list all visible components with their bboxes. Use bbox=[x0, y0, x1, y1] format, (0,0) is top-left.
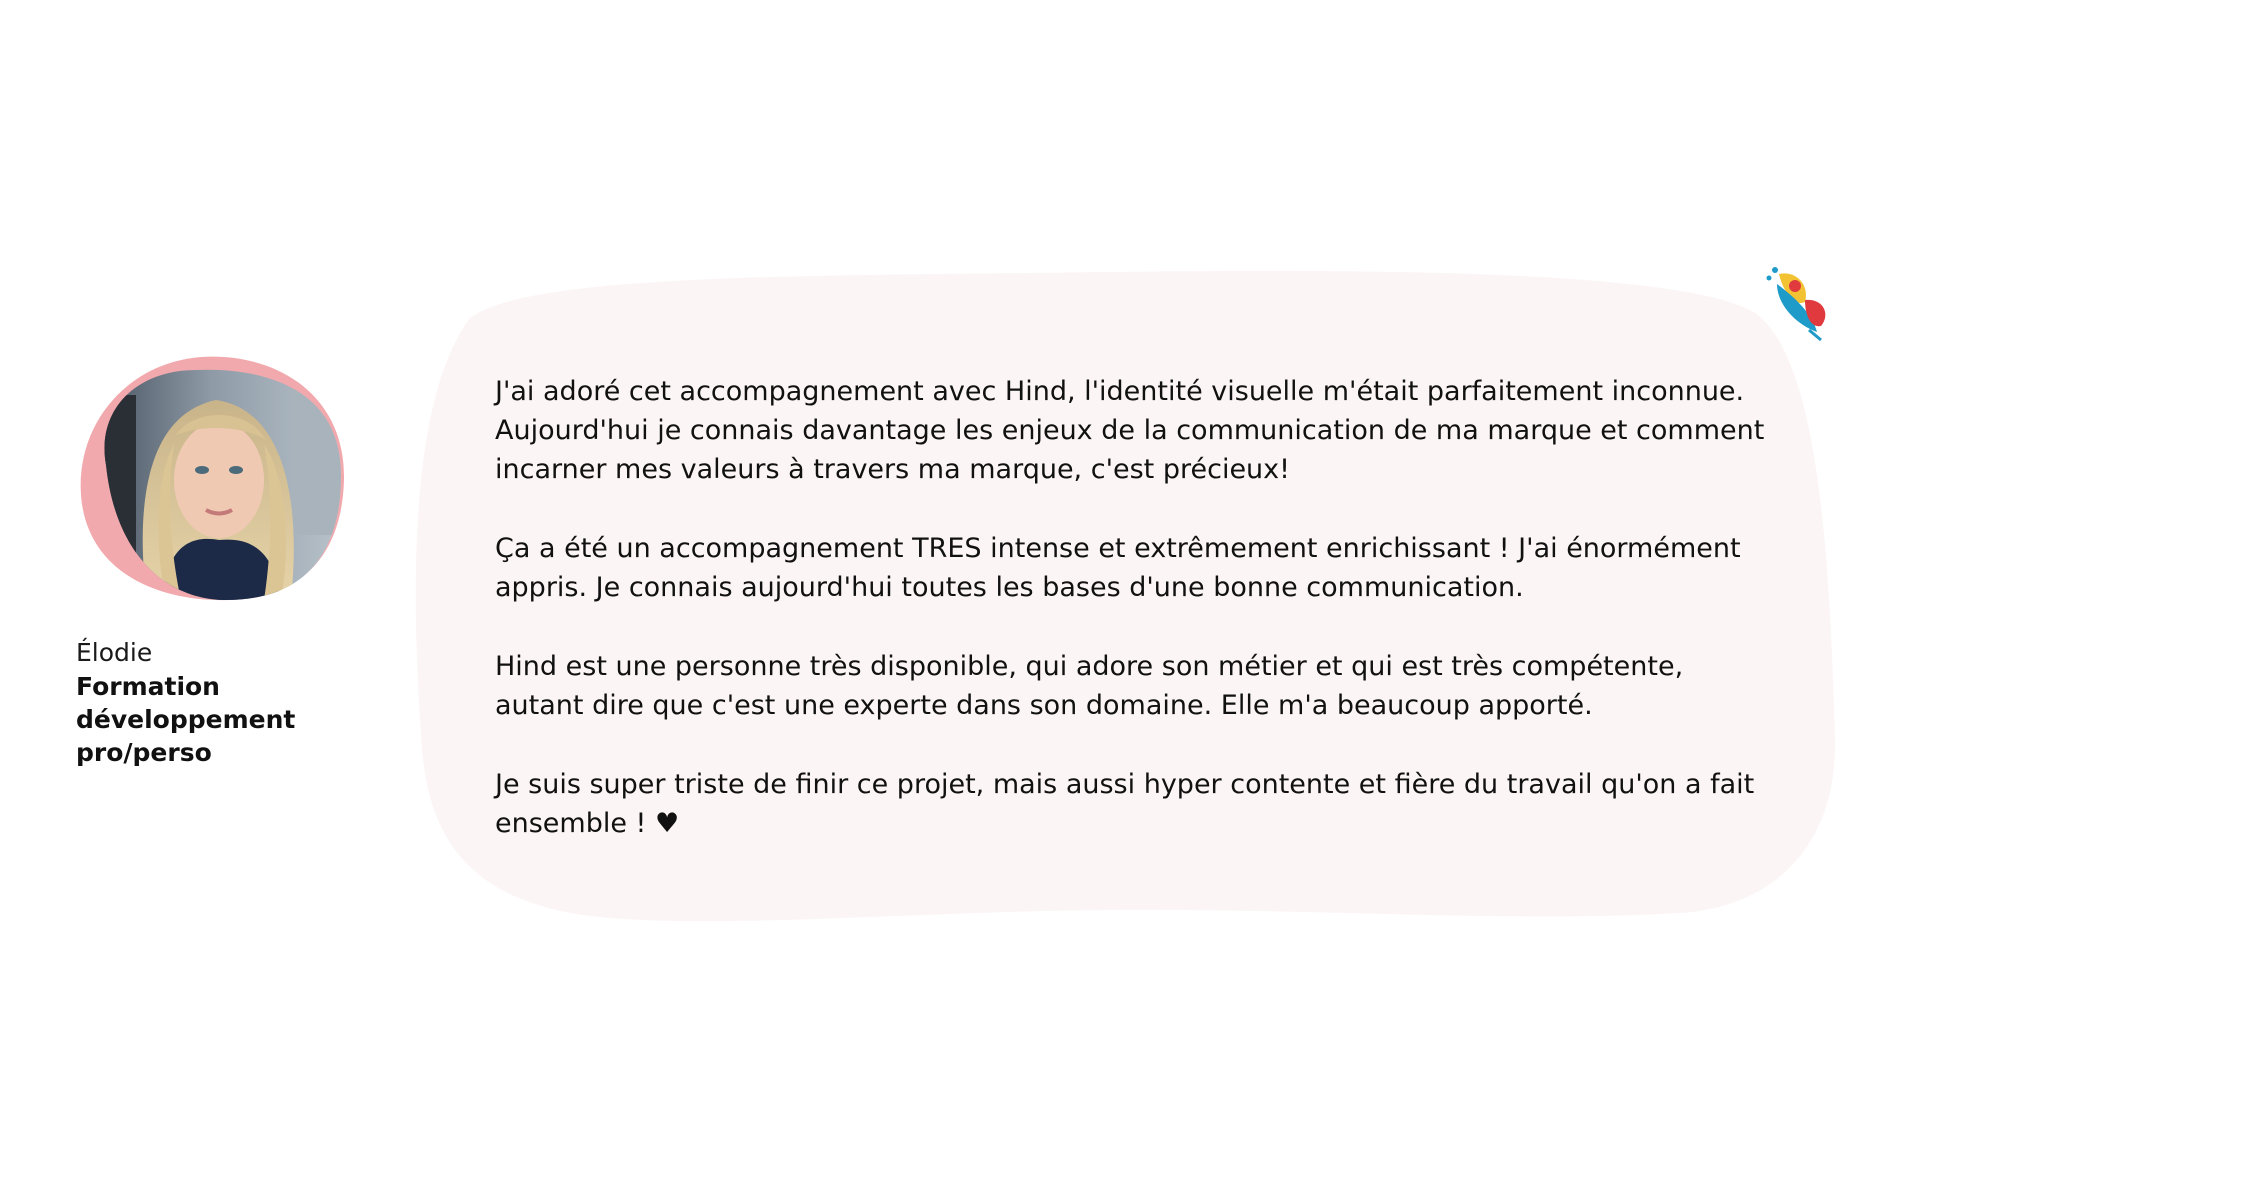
author-role: Formation développement pro/perso bbox=[76, 672, 296, 767]
author-block bbox=[76, 355, 376, 605]
quote-paragraph: Ça a été un accompagnement TRES intense et extrêmement enrichissant ! J'ai énormément appris. Je connais aujourd'hui toutes les bases d'une bonne communication. bbox=[495, 533, 1741, 603]
avatar bbox=[76, 355, 346, 605]
butterfly-icon bbox=[1765, 262, 1835, 342]
quote-paragraph: J'ai adoré cet accompagnement avec Hind, l'identité visuelle m'était parfaitement inconnue. Aujourd'hui je connais davantage les enjeux de la communication de ma marque et comment incarner mes valeurs à travers ma marque, c'est précieux! bbox=[495, 376, 1765, 485]
quote-paragraph: Je suis super triste de finir ce projet, mais aussi hyper contente et fière du travail qu'on a fait ensemble ! ♥ bbox=[495, 769, 1755, 839]
author-name: Élodie bbox=[76, 638, 153, 667]
avatar-photo bbox=[76, 355, 346, 605]
quote-text bbox=[495, 372, 1775, 883]
quote-paragraph: Hind est une personne très disponible, qui adore son métier et qui est très compétente, autant dire que c'est une experte dans son domaine. Elle m'a beaucoup apporté. bbox=[495, 651, 1684, 721]
